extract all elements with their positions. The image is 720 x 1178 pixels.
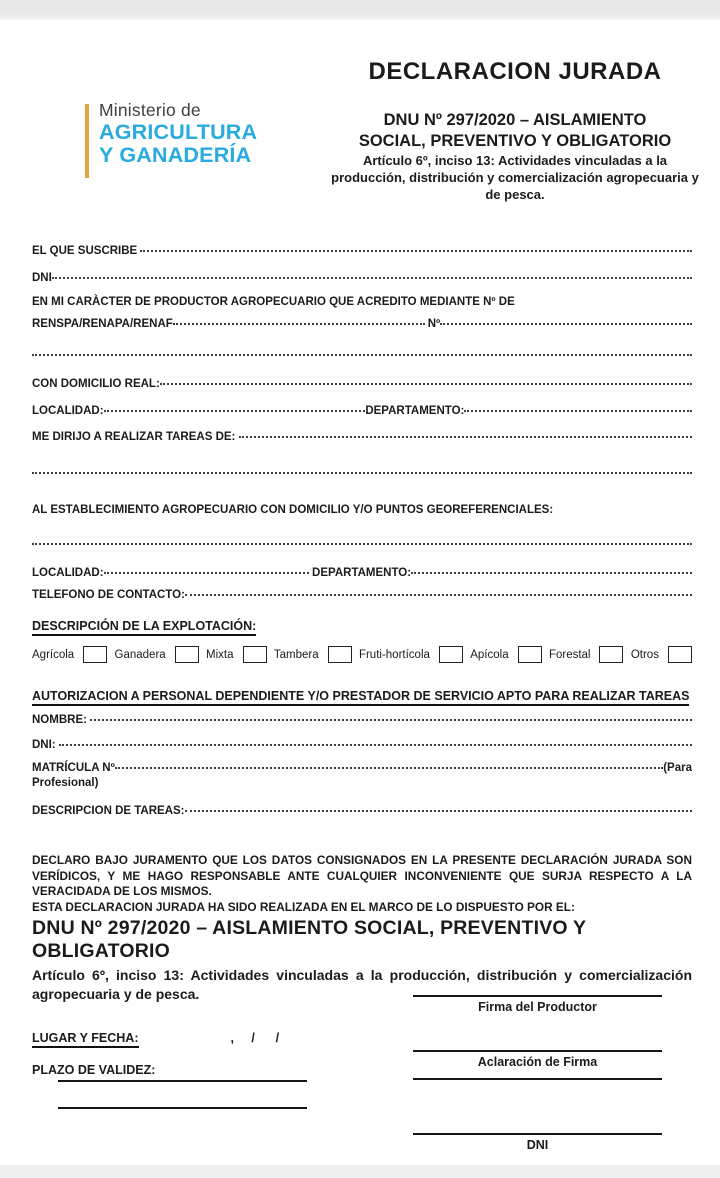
dni-signature-label: DNI bbox=[526, 1138, 549, 1152]
dotted-leader bbox=[239, 436, 692, 438]
plazo-label: PLAZO DE VALIDEZ: bbox=[32, 1063, 156, 1078]
option-apicola bbox=[470, 646, 541, 663]
aclaracion-firma-label: Aclaración de Firma bbox=[477, 1055, 598, 1069]
dotted-leader bbox=[464, 410, 692, 412]
field-dni-autorizado bbox=[32, 738, 692, 753]
section-heading-text: DESCRIPCIÓN DE LA EXPLOTACIÓN: bbox=[32, 619, 256, 636]
subtitle-dnu-line1: DNU Nº 297/2020 – AISLAMIENTO bbox=[383, 111, 647, 129]
section-heading-explotacion bbox=[32, 619, 692, 633]
option-label: Agrícola bbox=[32, 648, 75, 661]
scan-edge-top bbox=[0, 0, 720, 20]
option-label: Fruti-hortícola bbox=[358, 648, 430, 661]
dotted-leader bbox=[90, 719, 692, 721]
dotted-leader bbox=[185, 594, 692, 596]
dotted-line-continuation bbox=[32, 472, 692, 474]
option-label: Forestal bbox=[548, 648, 591, 661]
field-label-nro: Nº bbox=[424, 318, 441, 330]
field-label: EN MI CARÀCTER DE PRODUCTOR AGROPECUARIO QUE ACREDITO MEDIANTE Nº DE bbox=[32, 296, 515, 308]
field-telefono bbox=[32, 588, 692, 603]
fecha-slashes: , / / bbox=[230, 1031, 280, 1046]
checkbox-apicola[interactable] bbox=[518, 646, 542, 663]
subtitle-articulo: Artículo 6º, inciso 13: Actividades vinculadas a la producción, distribución y comercialización agropecuaria y de pesca. bbox=[331, 153, 699, 203]
field-renspa bbox=[32, 317, 692, 332]
scan-edge-bottom bbox=[0, 1165, 720, 1178]
explotacion-options-row bbox=[32, 646, 692, 663]
field-tareas-de bbox=[32, 430, 692, 445]
checkbox-ganadera[interactable] bbox=[175, 646, 199, 663]
declaration-articulo: Artículo 6º, inciso 13: Actividades vinculadas a la producción, distribución y comercialización agropecuaria y de pesca. bbox=[32, 967, 692, 1003]
field-label: NOMBRE: bbox=[32, 714, 91, 726]
field-label: ME DIRIJO A REALIZAR TAREAS DE: bbox=[32, 431, 239, 443]
lugar-fecha-label: LUGAR Y FECHA: bbox=[32, 1031, 139, 1048]
section-heading-text: AUTORIZACION A PERSONAL DEPENDIENTE Y/O PRESTADOR DE SERVICIO APTO PARA REALIZAR TAREAS bbox=[32, 689, 689, 706]
option-label: Apícola bbox=[470, 648, 509, 661]
field-localidad2-departamento2 bbox=[32, 566, 692, 581]
field-label: LOCALIDAD: bbox=[32, 405, 104, 417]
option-label: Otros bbox=[630, 648, 659, 661]
field-label: DNI bbox=[32, 272, 52, 284]
dotted-leader bbox=[104, 410, 366, 412]
field-label: DEPARTAMENTO: bbox=[308, 567, 412, 579]
field-descripcion-tareas bbox=[32, 804, 692, 819]
dotted-leader bbox=[140, 250, 692, 252]
checkbox-mixta[interactable] bbox=[243, 646, 267, 663]
field-label: LOCALIDAD: bbox=[32, 567, 104, 579]
form-header bbox=[0, 20, 720, 220]
signature-line-extra-right bbox=[413, 1078, 662, 1080]
checkbox-tambera[interactable] bbox=[328, 646, 352, 663]
field-label: CON DOMICILIO REAL: bbox=[32, 378, 160, 390]
logo-line3: Y GANADERÍA bbox=[99, 143, 252, 168]
form-body bbox=[0, 220, 720, 1078]
option-forestal bbox=[549, 646, 624, 663]
logo-line2: AGRICULTURA bbox=[99, 120, 258, 144]
field-label: DEPARTAMENTO: bbox=[365, 405, 465, 417]
declaration-dnu-title: DNU Nº 297/2020 – AISLAMIENTO SOCIAL, PREVENTIVO Y OBLIGATORIO bbox=[32, 917, 586, 963]
signature-line-left-2 bbox=[58, 1107, 307, 1109]
dotted-leader bbox=[115, 767, 663, 769]
dotted-leader bbox=[160, 383, 692, 385]
dotted-leader bbox=[104, 572, 309, 574]
logo-orange-bar-icon bbox=[85, 104, 89, 178]
field-matricula-wrap bbox=[32, 776, 692, 791]
checkbox-otros[interactable] bbox=[668, 646, 692, 663]
page-title: DECLARACION JURADA bbox=[368, 58, 662, 85]
dotted-leader bbox=[173, 323, 425, 325]
dotted-leader bbox=[440, 323, 692, 325]
option-label: Tambera bbox=[273, 648, 319, 661]
signature-line-left-1 bbox=[58, 1080, 307, 1082]
option-mixta bbox=[206, 646, 266, 663]
dotted-line-continuation bbox=[32, 354, 692, 356]
option-tambera bbox=[274, 646, 352, 663]
field-label-profesional: Profesional) bbox=[32, 777, 99, 789]
signature-line-dni bbox=[413, 1133, 662, 1135]
logo-line1: Ministerio de bbox=[99, 100, 201, 120]
field-localidad-departamento bbox=[32, 404, 692, 419]
field-label: RENSPA/RENAPA/RENAF bbox=[32, 318, 173, 330]
section-heading-autorizacion bbox=[32, 689, 692, 703]
declaration-marco: ESTA DECLARACION JURADA HA SIDO REALIZADA EN EL MARCO DE LO DISPUESTO POR EL: bbox=[32, 899, 575, 914]
field-lugar-fecha bbox=[32, 1031, 692, 1046]
option-label: Mixta bbox=[206, 648, 234, 661]
subtitle-dnu-line2: SOCIAL, PREVENTIVO Y OBLIGATORIO bbox=[358, 131, 672, 150]
dotted-line-continuation bbox=[32, 543, 692, 545]
dotted-leader bbox=[185, 810, 693, 812]
dotted-leader bbox=[411, 572, 692, 574]
signature-line-aclaracion bbox=[413, 1050, 662, 1052]
text-caracter bbox=[32, 295, 692, 310]
field-domicilio-real bbox=[32, 377, 692, 392]
lugar-fecha-heading bbox=[32, 1031, 139, 1046]
checkbox-fruti-horticola[interactable] bbox=[439, 646, 463, 663]
field-label: DNI: bbox=[32, 739, 59, 751]
field-label: DESCRIPCION DE TAREAS: bbox=[32, 805, 185, 817]
checkbox-agricola[interactable] bbox=[83, 646, 107, 663]
declaration-paragraph: DECLARO BAJO JURAMENTO QUE LOS DATOS CONSIGNADOS EN LA PRESENTE DECLARACIÓN JURADA SON VERÍDICOS, Y ME HAGO RESPONSABLE ANTE CUALQUIER INCONVENIENTE QUE SURJA RESPECTO A LA VERACIDADA DE LOS MISMOS. bbox=[32, 853, 692, 899]
field-label: TELEFONO DE CONTACTO: bbox=[32, 589, 185, 601]
field-label: MATRÍCULA Nº bbox=[32, 762, 115, 774]
checkbox-forestal[interactable] bbox=[599, 646, 623, 663]
ministry-logo bbox=[85, 100, 257, 178]
firma-productor-label: Firma del Productor bbox=[478, 1000, 597, 1014]
field-label: AL ESTABLECIMIENTO AGROPECUARIO CON DOMICILIO Y/O PUNTOS GEOREFERENCIALES: bbox=[32, 504, 554, 516]
dotted-leader bbox=[52, 277, 692, 279]
option-fruti-horticola bbox=[359, 646, 463, 663]
option-label: Ganadera bbox=[114, 648, 166, 661]
field-matricula bbox=[32, 761, 692, 776]
field-el-que-suscribe bbox=[32, 244, 692, 259]
option-ganadera bbox=[115, 646, 199, 663]
option-otros bbox=[631, 646, 692, 663]
option-agricola bbox=[32, 646, 107, 663]
field-label: EL QUE SUSCRIBE bbox=[32, 245, 141, 257]
text-establecimiento bbox=[32, 503, 692, 518]
field-dni bbox=[32, 271, 692, 286]
field-label-para: (Para bbox=[663, 762, 692, 774]
field-nombre bbox=[32, 713, 692, 728]
signature-line-firma bbox=[413, 995, 662, 997]
dotted-leader bbox=[59, 744, 692, 746]
title-block bbox=[325, 58, 705, 204]
